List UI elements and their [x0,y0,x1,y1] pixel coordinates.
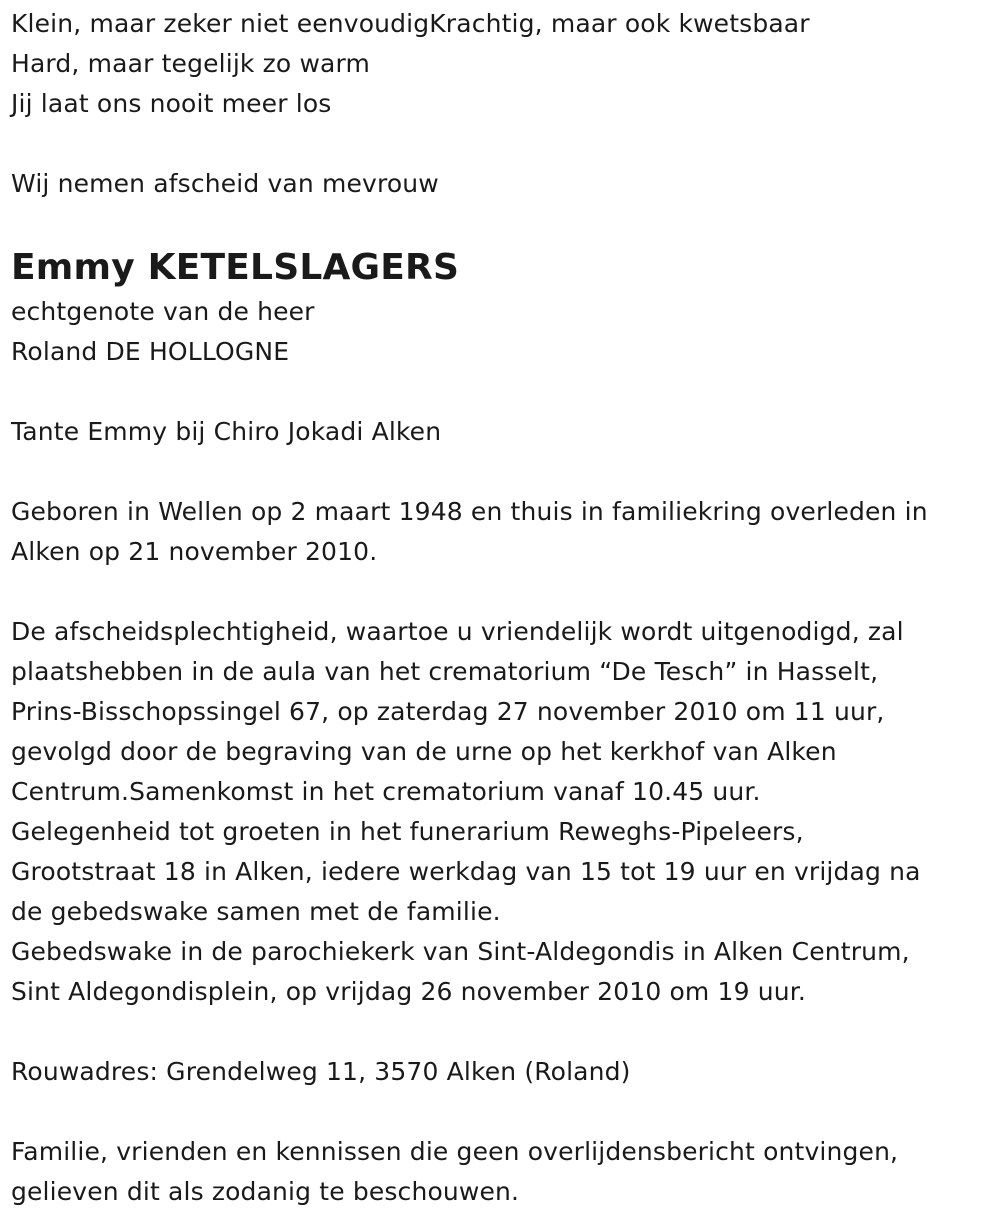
paragraph-line: De afscheidsplechtigheid, waartoe u vriendelijk wordt uitgenodigd, zal [11,617,904,646]
paragraph-line: Geboren in Wellen op 2 maart 1948 en thuis in familiekring overleden in [11,497,928,526]
deceased-name: Emmy KETELSLAGERS [11,247,460,288]
ceremony-paragraph [11,612,975,1012]
mourning-address: Rouwadres: Grendelweg 11, 3570 Alken (Roland) [11,1057,631,1086]
spacer [11,1012,975,1052]
paragraph-line: Gelegenheid tot groeten in het funerarium Reweghs-Pipeleers, [11,817,804,846]
spouse-name: Roland DE HOLLOGNE [11,337,290,366]
paragraph-line: Alken op 21 november 2010. [11,537,378,566]
spacer [11,124,975,164]
poem-line: Hard, maar tegelijk zo warm [11,49,371,78]
paragraph-line: Grootstraat 18 in Alken, iedere werkdag van 15 tot 19 uur en vrijdag na [11,857,921,886]
poem-line: Klein, maar zeker niet eenvoudigKrachtig, maar ook kwetsbaar [11,9,810,38]
paragraph-line: Familie, vrienden en kennissen die geen overlijdensbericht ontvingen, [11,1137,899,1166]
birth-death-paragraph [11,492,975,572]
poem-line: Jij laat ons nooit meer los [11,89,332,118]
spacer [11,452,975,492]
spacer [11,1092,975,1132]
paragraph-line: Sint Aldegondisplein, op vrijdag 26 november 2010 om 19 uur. [11,977,806,1006]
paragraph-line: Prins-Bisschopssingel 67, op zaterdag 27 november 2010 om 11 uur, [11,697,885,726]
relation-text: echtgenote van de heer [11,297,315,326]
intro-text: Wij nemen afscheid van mevrouw [11,169,439,198]
closing-paragraph [11,1132,975,1212]
paragraph-line: Centrum.Samenkomst in het crematorium vanaf 10.45 uur. [11,777,761,806]
paragraph-line: gevolgd door de begraving van de urne op het kerkhof van Alken [11,737,837,766]
paragraph-line: plaatshebben in de aula van het crematorium “De Tesch” in Hasselt, [11,657,879,686]
spacer [11,572,975,612]
paragraph-line: de gebedswake samen met de familie. [11,897,501,926]
spacer [11,204,975,244]
paragraph-line: gelieven dit als zodanig te beschouwen. [11,1177,520,1206]
spacer [11,372,975,412]
poem [11,4,975,124]
paragraph-line: Gebedswake in de parochiekerk van Sint-Aldegondis in Alken Centrum, [11,937,910,966]
nickname-text: Tante Emmy bij Chiro Jokadi Alken [11,417,442,446]
